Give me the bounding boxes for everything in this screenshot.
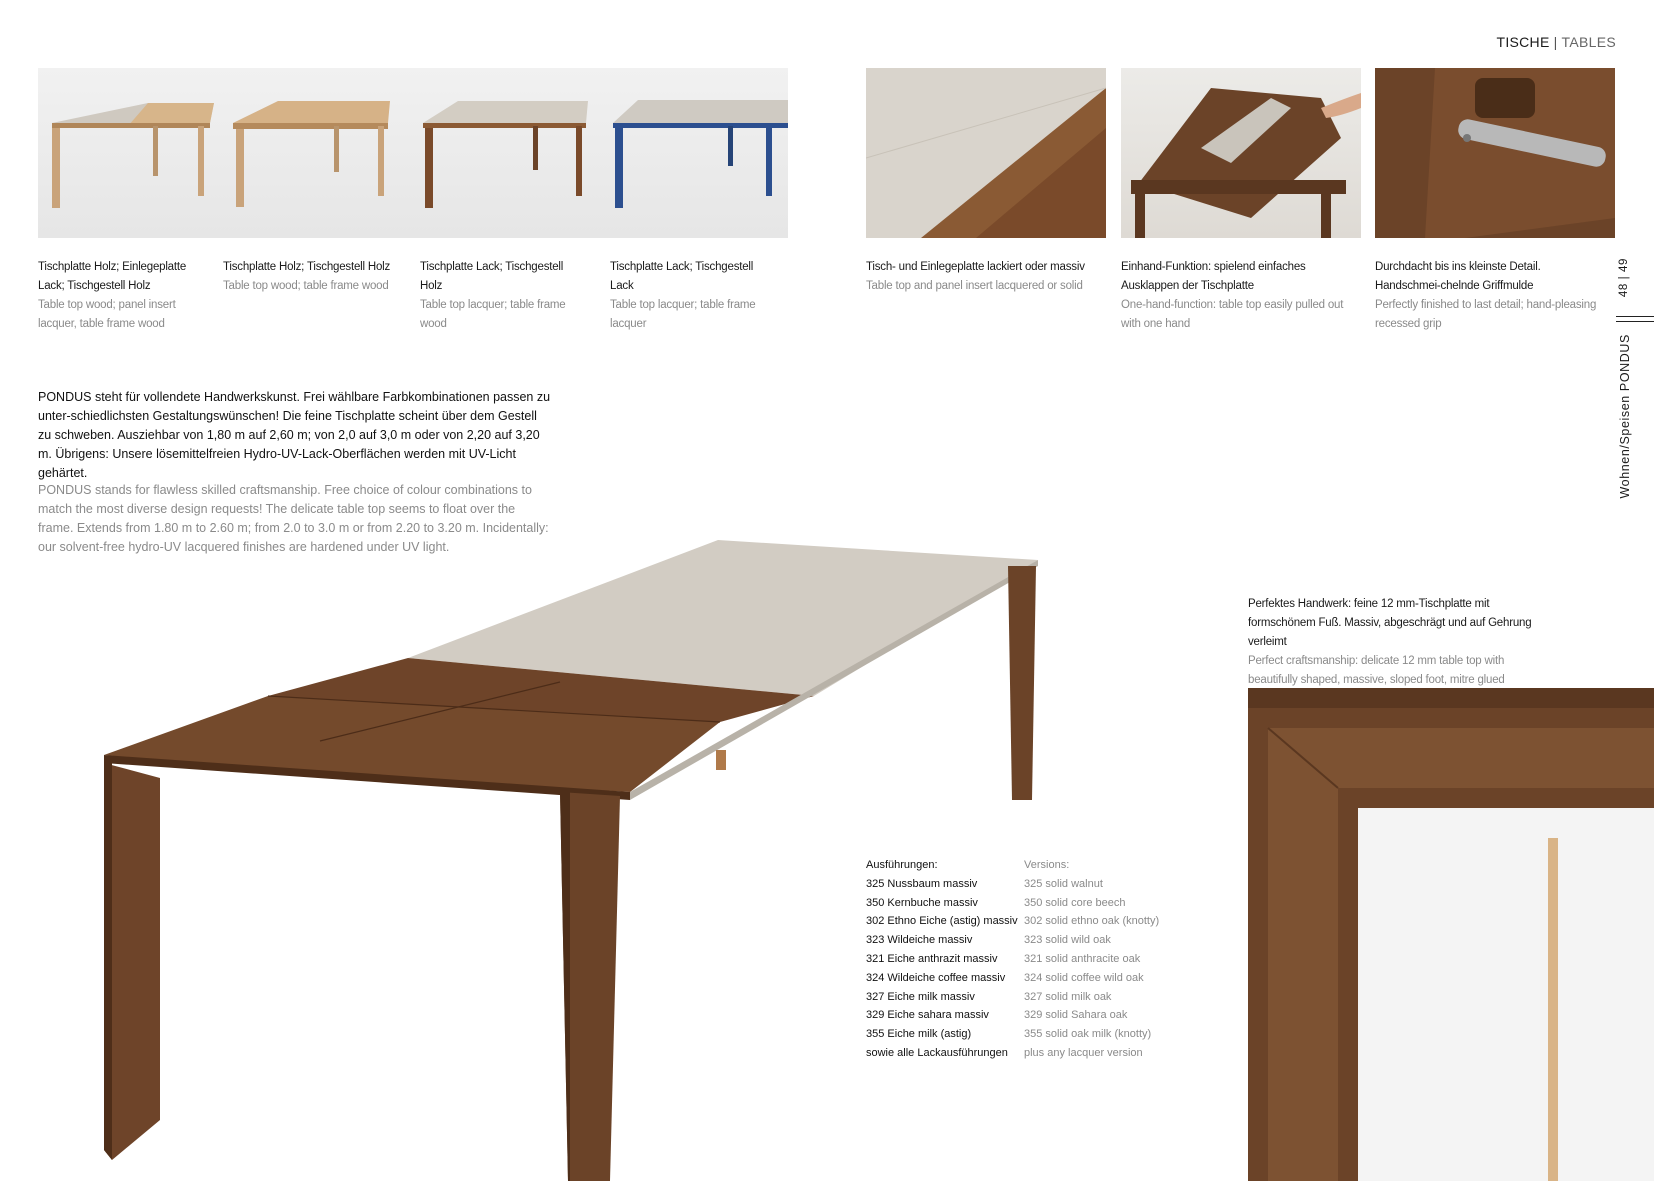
versions-en-title: Versions: <box>1024 859 1070 871</box>
version-de-item: 323 Wildeiche massiv <box>866 934 973 947</box>
versions-de <box>866 856 1026 1063</box>
intro-de: PONDUS steht für vollendete Handwerkskunst. Frei wählbare Farbkombinationen passen zu unter-schiedlichsten Gestaltungswünschen! Die feine Tischplatte scheint über dem Gestell zu schweben. Ausziehbar von 1,80 m auf 2,60 m; von 2,0 auf 3,0 m oder von 2,20 auf 3,20 m. Übrigens: Unsere lösemittelfreien Hydro-UV-Lack-Oberflächen werden mit UV-Licht gehärtet. <box>38 390 551 480</box>
table-variant-2 <box>233 101 390 207</box>
version-de-item: 350 Kernbuche massiv <box>866 896 978 909</box>
header-separator: | <box>1553 34 1558 50</box>
detail-photo-grip <box>1375 68 1615 238</box>
version-en-item: 302 solid ethno oak (knotty) <box>1024 915 1160 928</box>
version-de-item: 302 Ethno Eiche (astig) massiv <box>866 915 1018 928</box>
caption-variant-4: Tischplatte Lack; Tischgestell Lack Table top lacquer; table frame lacquer <box>610 261 756 330</box>
table-variant-1 <box>52 103 214 208</box>
variants-photo-strip <box>38 68 788 238</box>
header-de: TISCHE <box>1496 34 1550 50</box>
version-de-item: 355 Eiche milk (astig) <box>866 1028 972 1041</box>
versions-en <box>1024 856 1184 1063</box>
version-en-item: 329 solid Sahara oak <box>1024 1009 1128 1022</box>
version-en-item: 355 solid oak milk (knotty) <box>1024 1028 1152 1041</box>
page-header <box>1496 34 1616 50</box>
page-numbers: 48 | 49 <box>1618 258 1630 298</box>
version-en-item: plus any lacquer version <box>1024 1046 1143 1059</box>
version-de-item: 324 Wildeiche coffee massiv <box>866 971 1006 984</box>
caption-variant-3: Tischplatte Lack; Tischgestell Holz Table top lacquer; table frame wood <box>420 261 566 330</box>
caption-variant-2: Tischplatte Holz; Tischgestell Holz Table top wood; table frame wood <box>223 261 391 292</box>
version-de-item: 329 Eiche sahara massiv <box>866 1009 989 1022</box>
version-de-item: 327 Eiche milk massiv <box>866 990 975 1003</box>
caption-variant-1: Tischplatte Holz; Einlegeplatte Lack; Tischgestell Holz Table top wood; panel insert lacquer, table frame wood <box>38 261 187 330</box>
intro-en: PONDUS stands for flawless skilled craftsmanship. Free choice of colour combinations to match the most diverse design requests! The delicate table top seems to float over the frame. Extends from 1.80 m to 2.60 m; from 2.0 to 3.0 m or from 2.20 to 3.20 m. Incidentally: our solvent-free hydro-UV lacquered finishes are hardened under UV light. <box>38 483 549 554</box>
version-de-item: 325 Nussbaum massiv <box>866 877 978 890</box>
caption-onehand: Einhand-Funktion: spielend einfaches Ausklappen der Tischplatte One-hand-function: table top easily pulled out with one hand <box>1121 261 1344 330</box>
detail-photo-onehand <box>1121 68 1361 238</box>
version-en-item: 327 solid milk oak <box>1024 990 1112 1003</box>
detail-photo-corner <box>1248 688 1654 1181</box>
caption-grip: Durchdacht bis ins kleinste Detail. Handschmei-chelnde Griffmulde Perfectly finished to last detail; hand-pleasing recessed grip <box>1375 261 1597 330</box>
version-en-item: 324 solid coffee wild oak <box>1024 971 1144 984</box>
header-en: TABLES <box>1561 34 1616 50</box>
version-en-item: 323 solid wild oak <box>1024 934 1111 947</box>
detail-caption: Perfektes Handwerk: feine 12 mm-Tischplatte mit formschönem Fuß. Massiv, abgeschrägt und auf Gehrung verleimt Perfect craftsmanship: delicate 12 mm table top with beautifully shaped, massive, sloped foot, mitre glued <box>1248 598 1532 686</box>
table-variant-3 <box>423 101 588 208</box>
versions-de-title: Ausführungen: <box>866 859 938 871</box>
version-de-item: 321 Eiche anthrazit massiv <box>866 952 998 965</box>
sidebar-rule <box>1616 316 1654 317</box>
version-en-item: 321 solid anthracite oak <box>1024 952 1141 965</box>
table-variant-4 <box>613 100 788 208</box>
detail-photo-insert <box>866 68 1106 238</box>
caption-insert: Tisch- und Einlegeplatte lackiert oder massiv Table top and panel insert lacquered or solid <box>866 261 1085 292</box>
version-en-item: 325 solid walnut <box>1024 877 1103 890</box>
version-en-item: 350 solid core beech <box>1024 896 1126 909</box>
variants-illustration <box>38 68 788 238</box>
sidebar-rule-2 <box>1616 321 1654 322</box>
version-de-item: sowie alle Lackausführungen <box>866 1046 1008 1059</box>
section-label: Wohnen/Speisen PONDUS <box>1618 334 1632 499</box>
